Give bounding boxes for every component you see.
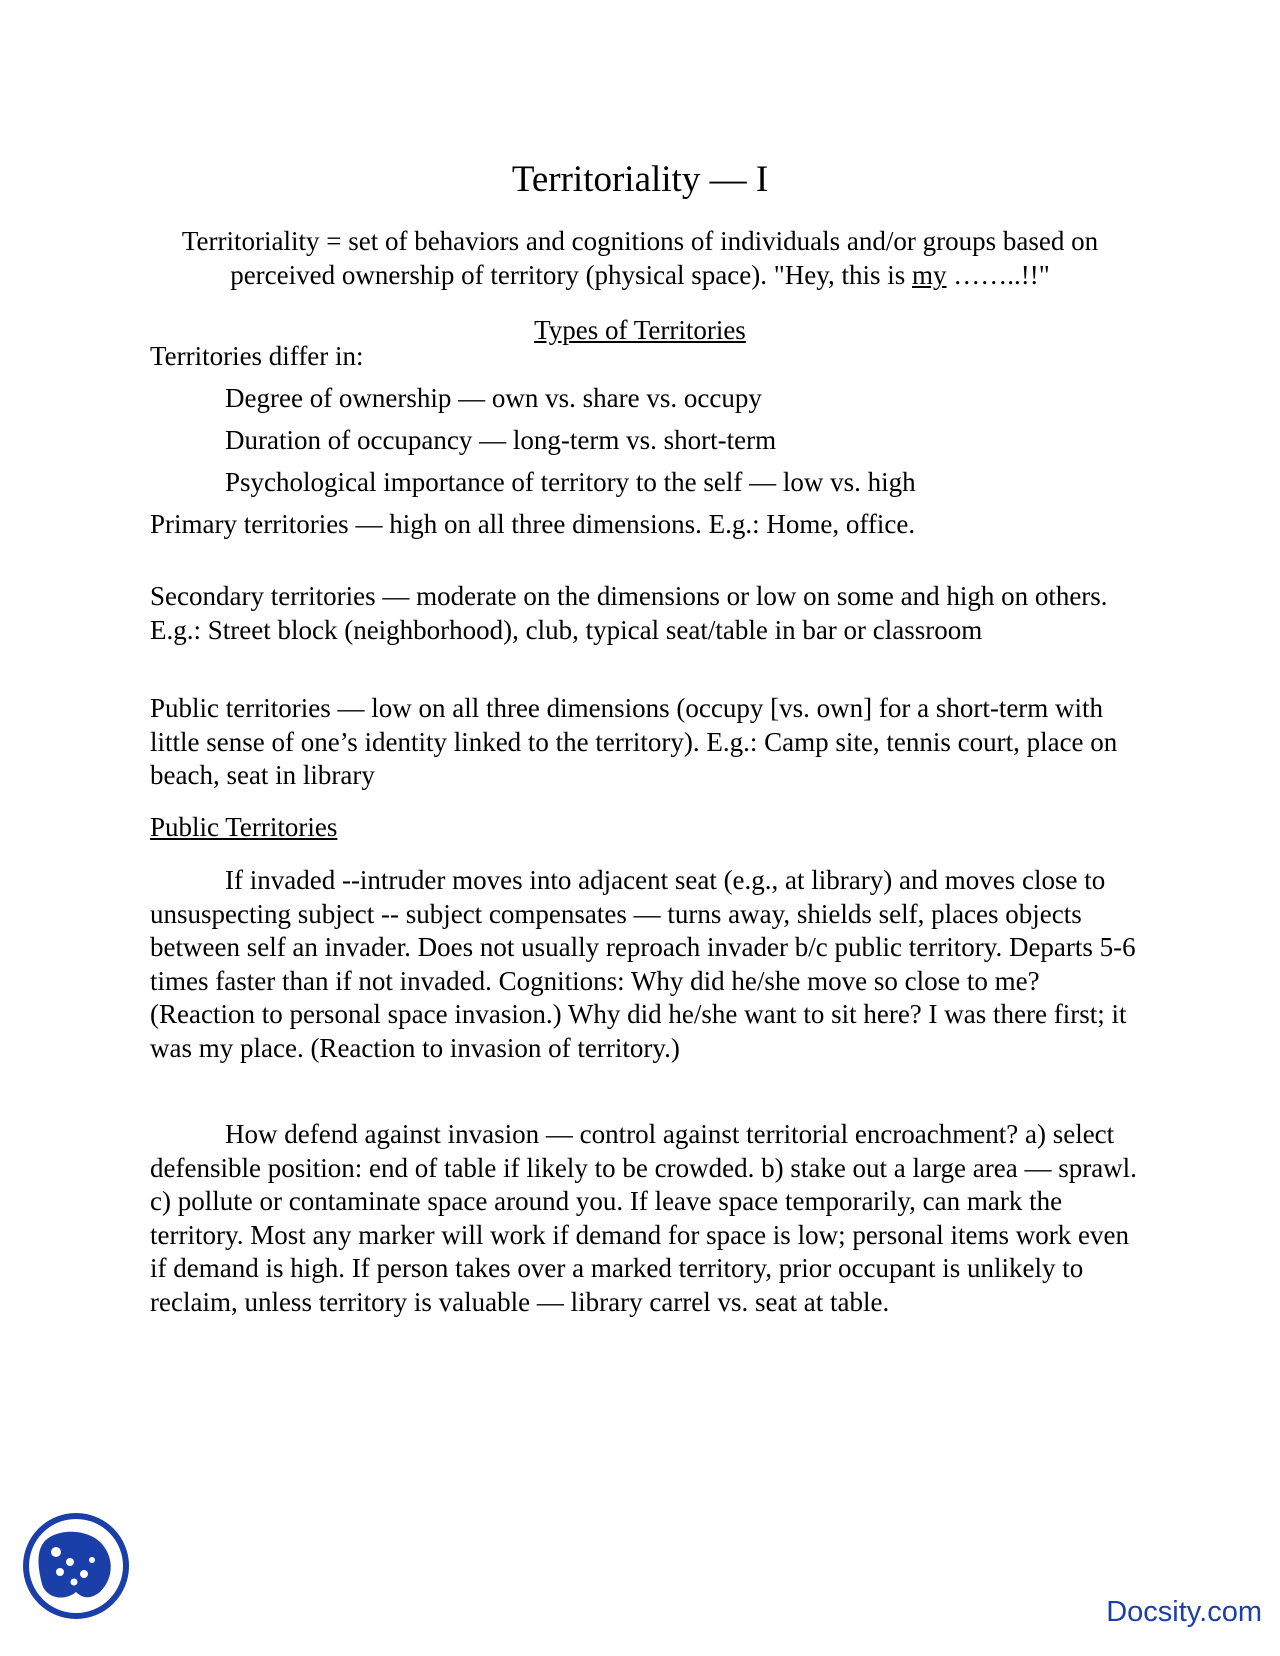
secondary-territories: Secondary territories — moderate on the dimensions or low on some and high on others. E.g.: Street block (neighborhood), club, typical seat/table in bar or classroom bbox=[150, 581, 1108, 645]
intro-emphasis: my bbox=[912, 260, 947, 290]
paragraph-invasion: If invaded --intruder moves into adjacent seat (e.g., at library) and moves close to unsuspecting subject -- subject compensates — turns away, shields self, places objects between self an invader. Does not usually reproach invader b/c public territory. Departs 5-6 times faster than if not invaded. Cognitions: Why did he/she move so close to me? (Reaction to personal space invasion.) Why did he/she want to sit here? I was there first; it was my place. (Reaction to invasion of territory.) bbox=[150, 865, 1136, 1063]
intro-definition bbox=[150, 224, 1130, 292]
dimension-ownership: Degree of ownership — own vs. share vs. occupy bbox=[225, 383, 762, 413]
page-title: Territoriality — I bbox=[511, 159, 769, 200]
public-territories-heading: Public Territories bbox=[150, 812, 338, 842]
intro-text-after: ……..!!" bbox=[946, 260, 1050, 290]
differ-intro: Territories differ in: bbox=[150, 341, 364, 371]
primary-territories: Primary territories — high on all three dimensions. E.g.: Home, office. bbox=[150, 509, 916, 539]
dimension-duration: Duration of occupancy — long-term vs. short-term bbox=[225, 425, 777, 455]
paragraph-defense: How defend against invasion — control against territorial encroachment? a) select defensible position: end of table if likely to be crowded. b) stake out a large area — sprawl. c) pollute or contaminate space around you. If leave space temporarily, can mark the territory. Most any marker will work if demand for space is low; personal items work even if demand is high. If person takes over a marked territory, prior occupant is unlikely to reclaim, unless territory is valuable — library carrel vs. seat at table. bbox=[150, 1119, 1137, 1317]
dimension-importance: Psychological importance of territory to the self — low vs. high bbox=[225, 467, 916, 497]
types-heading: Types of Territories bbox=[534, 315, 746, 345]
docsity-logo-icon bbox=[22, 1512, 130, 1620]
docsity-brand-link[interactable]: Docsity.com bbox=[1106, 1596, 1262, 1628]
public-territories: Public territories — low on all three dimensions (occupy [vs. own] for a short-term with little sense of one’s identity linked to the territory). E.g.: Camp site, tennis court, place on beach, seat in library bbox=[150, 693, 1118, 790]
intro-text-before: Territoriality = set of behaviors and cognitions of individuals and/or groups based on perceived ownership of territory (physical space). "Hey, this is bbox=[181, 226, 1099, 290]
